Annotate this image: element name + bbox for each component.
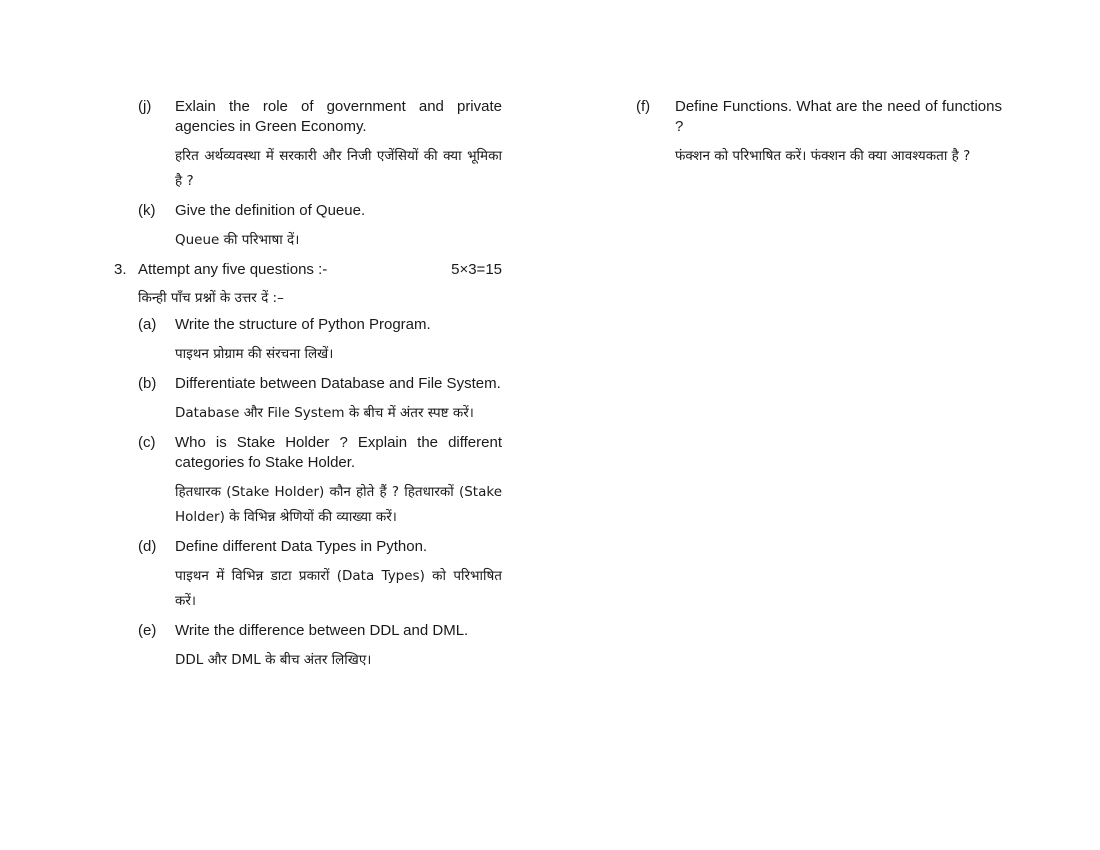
item-text-hindi: हितधारक (Stake Holder) कौन होते हैं ? हितधारकों (Stake Holder) के विभिन्न श्रेणियों की व्याख्या करें। (175, 484, 502, 525)
item-text-english: Give the definition of Queue. (175, 202, 366, 219)
question-item-k (114, 201, 502, 253)
question-item-e (114, 621, 502, 673)
item-text-english: Define different Data Types in Python. (175, 538, 428, 555)
item-content (175, 433, 502, 530)
item-label: (d) (138, 538, 157, 555)
item-content (175, 201, 502, 253)
item-content (175, 537, 502, 614)
question-item-a (114, 315, 502, 367)
item-text-english: Who is Stake Holder ? Explain the different categories fo Stake Holder. (175, 434, 502, 471)
item-label: (e) (138, 622, 157, 639)
question-3-header (114, 260, 502, 311)
question-item-j (114, 97, 502, 194)
item-text-english: Exlain the role of government and private agencies in Green Economy. (175, 98, 502, 135)
item-text-hindi: हरित अर्थव्यवस्था में सरकारी और निजी एजेंसियों की क्या भूमिका है ? (175, 148, 502, 189)
item-label: (b) (138, 375, 157, 392)
right-column (636, 97, 1002, 176)
item-label: (c) (138, 434, 156, 451)
item-text-hindi: Queue की परिभाषा दें। (175, 232, 300, 248)
question-item-f (636, 97, 1002, 169)
question-instruction: Attempt any five questions :- (138, 261, 328, 278)
item-content (175, 315, 502, 367)
item-text-english: Define Functions. What are the need of functions ? (675, 98, 1002, 135)
item-text-hindi: पाइथन में विभिन्न डाटा प्रकारों (Data Types) को परिभाषित करें। (175, 568, 502, 609)
item-text-hindi: DDL और DML के बीच अंतर लिखिए। (175, 652, 372, 668)
left-column (114, 97, 502, 680)
question-marks: 5×3=15 (451, 261, 502, 278)
item-label: (a) (138, 316, 157, 333)
item-label: (f) (636, 98, 651, 115)
item-content (175, 97, 502, 194)
item-text-hindi: Database और File System के बीच में अंतर स्पष्ट करें। (175, 405, 474, 421)
question-number: 3. (114, 261, 127, 278)
item-content (175, 621, 502, 673)
item-text-hindi: फंक्शन को परिभाषित करें। फंक्शन की क्या आवश्यकता है ? (675, 148, 971, 164)
item-content (675, 97, 1002, 169)
item-text-english: Differentiate between Database and File System. (175, 375, 501, 392)
question-item-d (114, 537, 502, 614)
item-content (175, 374, 502, 426)
item-text-hindi: पाइथन प्रोग्राम की संरचना लिखें। (175, 346, 334, 362)
item-label: (k) (138, 202, 156, 219)
question-item-b (114, 374, 502, 426)
item-label: (j) (138, 98, 152, 115)
question-3-line (114, 260, 502, 280)
item-text-english: Write the structure of Python Program. (175, 316, 431, 333)
question-item-c (114, 433, 502, 530)
item-text-english: Write the difference between DDL and DML. (175, 622, 469, 639)
question-instruction-hindi: किन्ही पाँच प्रश्नों के उत्तर दें :– (138, 290, 284, 306)
